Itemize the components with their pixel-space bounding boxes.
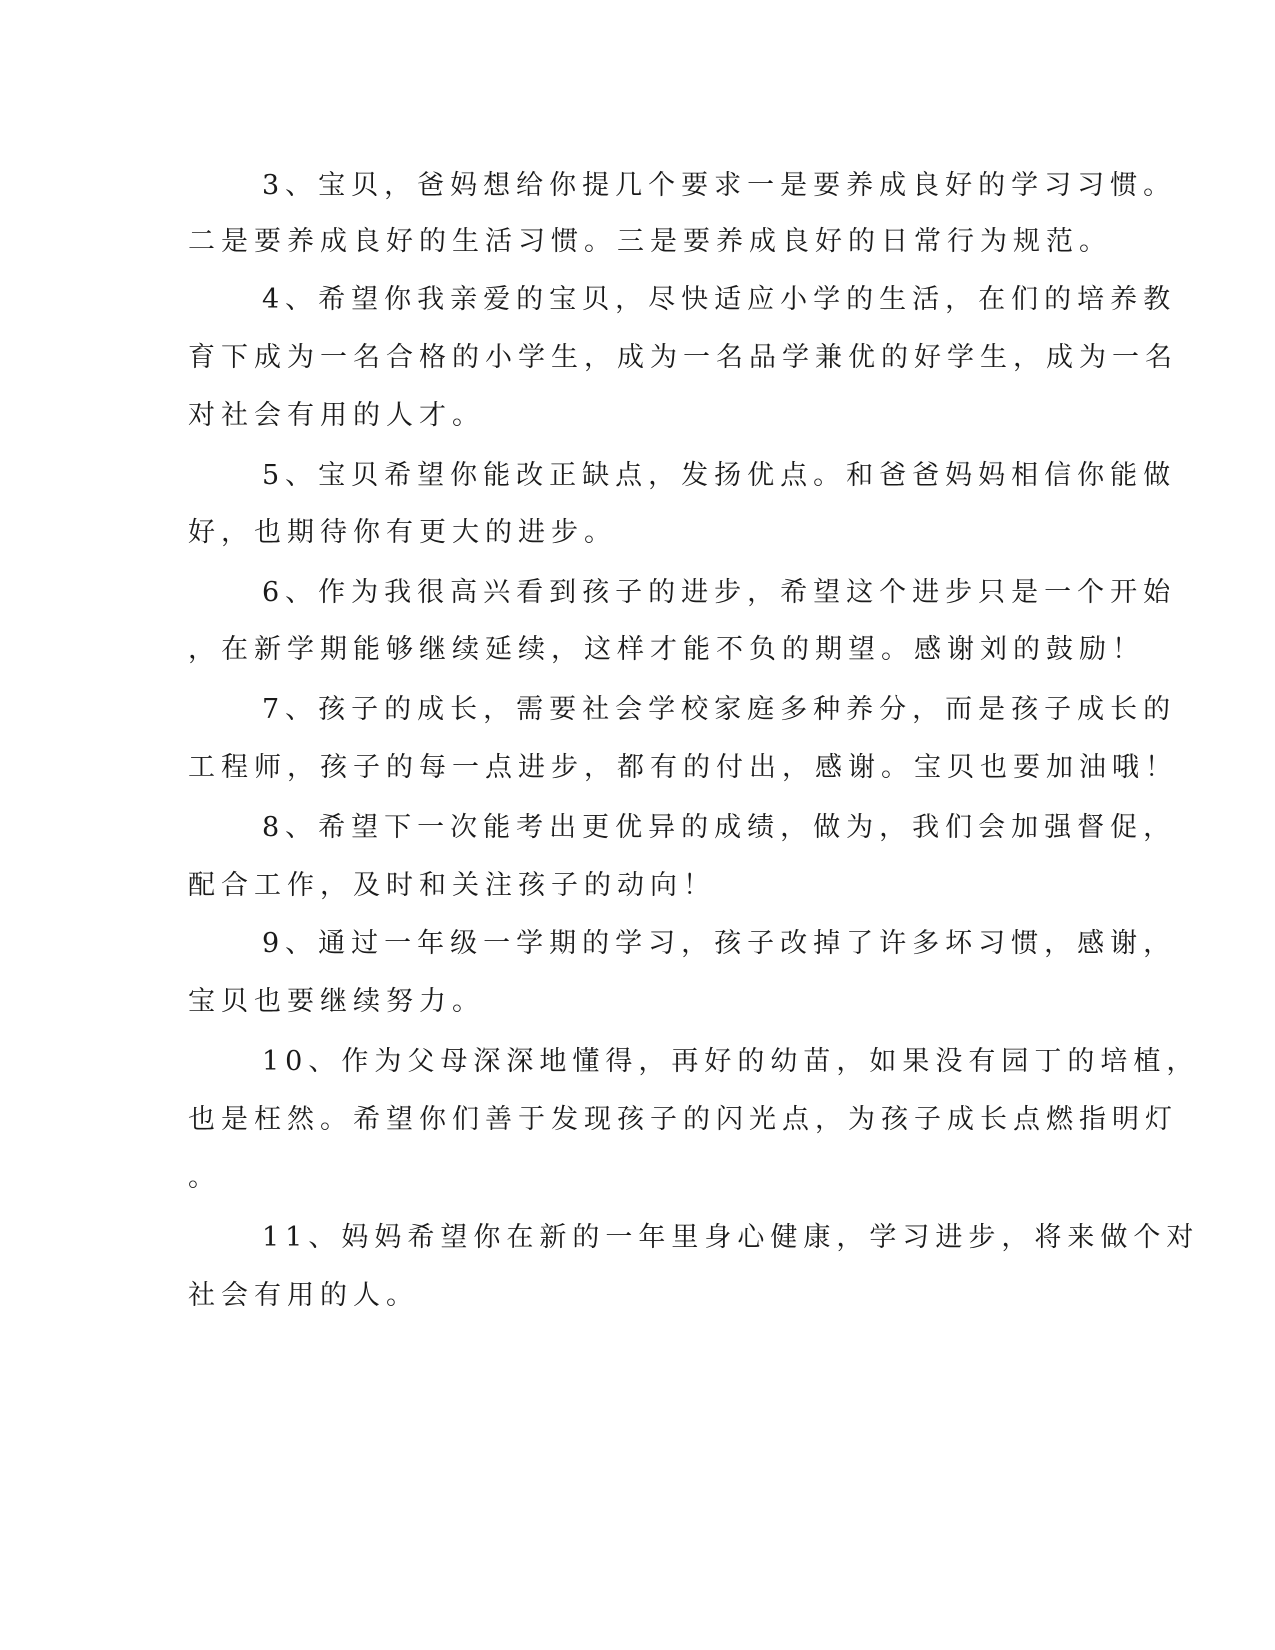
paragraph-3-line-2: 二是要养成良好的生活习惯。三是要养成良好的日常行为规范。 [188, 226, 1112, 257]
paragraph-11-line-1: 11、妈妈希望你在新的一年里身心健康，学习进步，将来做个对 [262, 1222, 1200, 1253]
paragraph-10-line-3: 。 [188, 1162, 221, 1193]
paragraph-7-line-2: 工程师，孩子的每一点进步，都有的付出，感谢。宝贝也要加油哦！ [188, 752, 1178, 783]
paragraph-9-line-1: 9、通过一年级一学期的学习，孩子改掉了许多坏习惯，感谢， [262, 928, 1177, 959]
paragraph-4-line-1: 4、希望你我亲爱的宝贝，尽快适应小学的生活，在们的培养教 [262, 284, 1177, 315]
paragraph-6-line-1: 6、作为我很高兴看到孩子的进步，希望这个进步只是一个开始 [262, 577, 1177, 608]
paragraph-5-line-1: 5、宝贝希望你能改正缺点，发扬优点。和爸爸妈妈相信你能做 [262, 460, 1177, 491]
paragraph-3-line-1: 3、宝贝，爸妈想给你提几个要求一是要养成良好的学习习惯。 [262, 170, 1177, 201]
paragraph-8-line-2: 配合工作，及时和关注孩子的动向！ [188, 870, 716, 901]
paragraph-10-line-1: 10、作为父母深深地懂得，再好的幼苗，如果没有园丁的培植， [262, 1046, 1200, 1077]
paragraph-4-line-3: 对社会有用的人才。 [188, 400, 485, 431]
paragraph-5-line-2: 好，也期待你有更大的进步。 [188, 517, 617, 548]
paragraph-7-line-1: 7、孩子的成长，需要社会学校家庭多种养分，而是孩子成长的 [262, 694, 1177, 725]
paragraph-4-line-2: 育下成为一名合格的小学生，成为一名品学兼优的好学生，成为一名 [188, 342, 1178, 373]
paragraph-10-line-2: 也是枉然。希望你们善于发现孩子的闪光点，为孩子成长点燃指明灯 [188, 1104, 1178, 1135]
paragraph-11-line-2: 社会有用的人。 [188, 1280, 419, 1311]
paragraph-8-line-1: 8、希望下一次能考出更优异的成绩，做为，我们会加强督促， [262, 812, 1177, 843]
paragraph-6-line-2: ，在新学期能够继续延续，这样才能不负的期望。感谢刘的鼓励！ [188, 634, 1145, 665]
paragraph-9-line-2: 宝贝也要继续努力。 [188, 986, 485, 1017]
